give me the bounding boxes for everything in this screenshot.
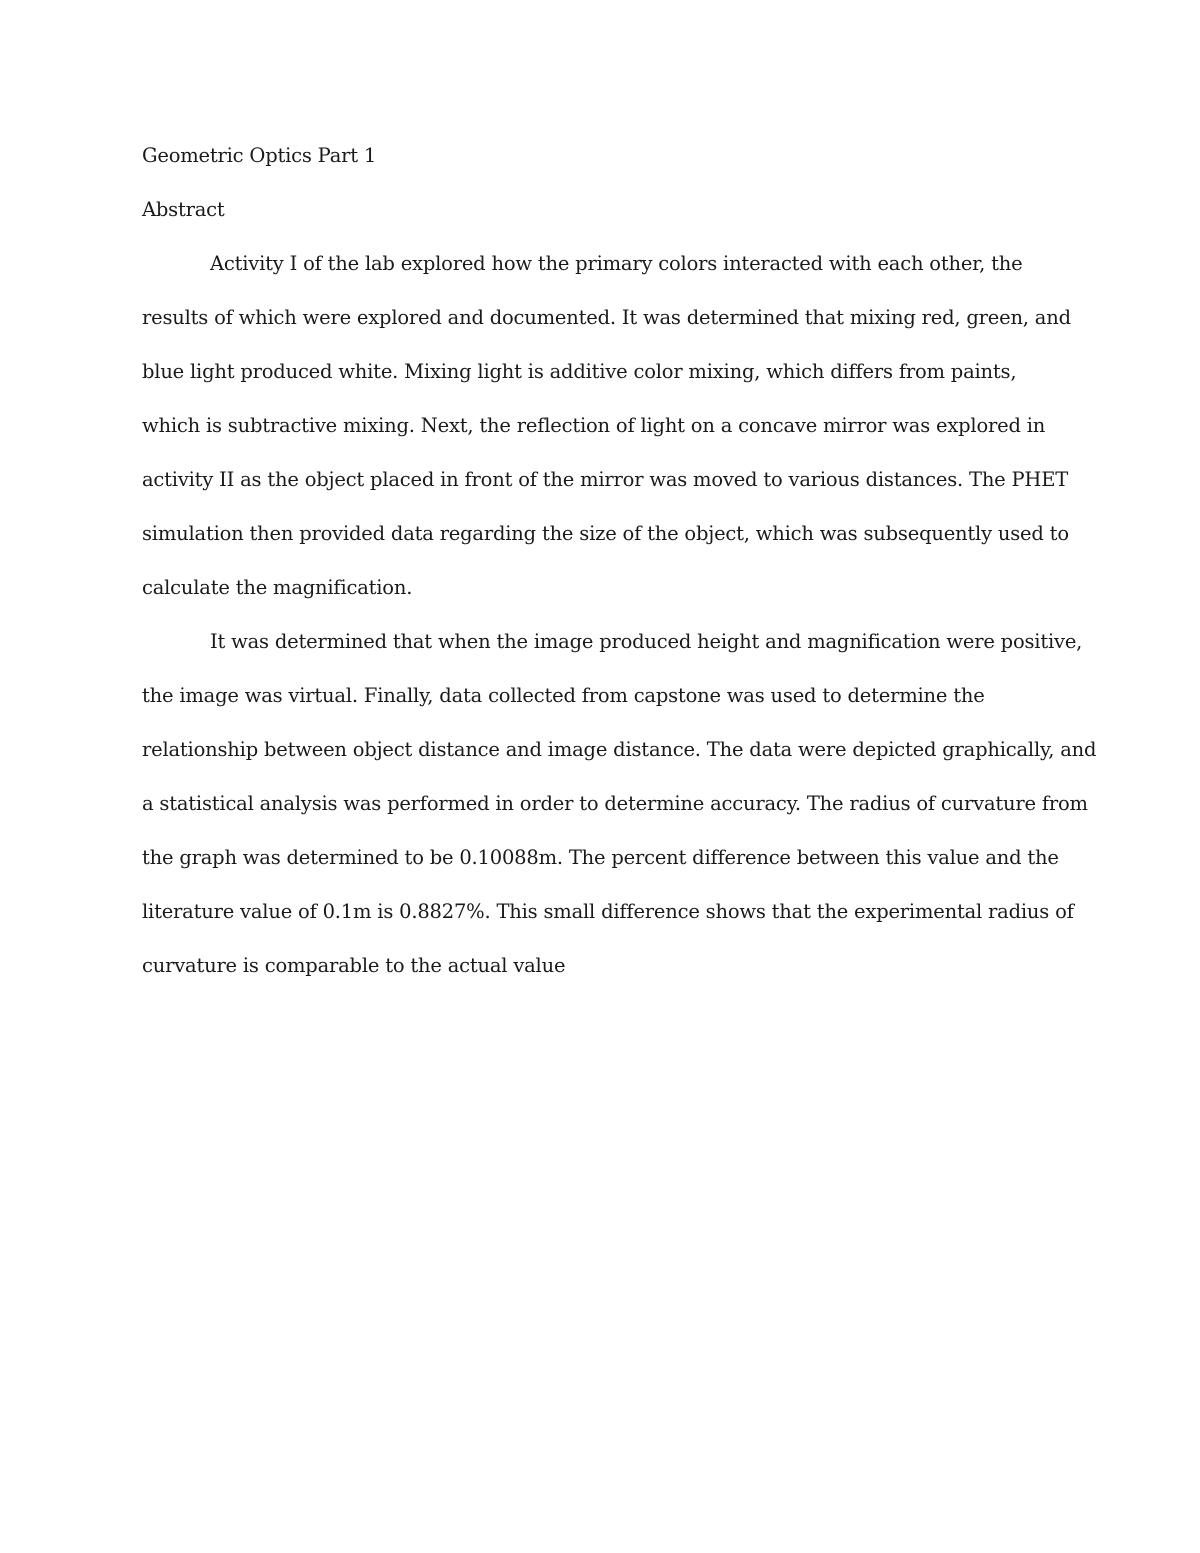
paragraph-line: a statistical analysis was performed in order to determine accuracy. The radius of curvature from (142, 792, 1088, 815)
paragraph-line: Activity I of the lab explored how the primary colors interacted with each other, the (210, 252, 1023, 275)
paragraph-line: relationship between object distance and image distance. The data were depicted graphically, and (142, 738, 1097, 761)
paragraph-line: literature value of 0.1m is 0.8827%. This small difference shows that the experimental radius of (142, 900, 1074, 923)
paragraph-line: curvature is comparable to the actual value (142, 954, 566, 977)
paragraph-line: simulation then provided data regarding the size of the object, which was subsequently used to (142, 522, 1069, 545)
paragraph-line: results of which were explored and documented. It was determined that mixing red, green, and (142, 306, 1071, 329)
paragraph-line: the image was virtual. Finally, data collected from capstone was used to determine the (142, 684, 985, 707)
section-heading: Abstract (142, 198, 225, 221)
paragraph-line: calculate the magnification. (142, 576, 413, 599)
paragraph-line: blue light produced white. Mixing light is additive color mixing, which differs from paints, (142, 360, 1017, 383)
document-title: Geometric Optics Part 1 (142, 144, 377, 167)
paragraph-line: which is subtractive mixing. Next, the reflection of light on a concave mirror was explored in (142, 414, 1046, 437)
paragraph-2 (142, 624, 1097, 1002)
paragraph-line: activity II as the object placed in front of the mirror was moved to various distances. The PHET (142, 468, 1069, 491)
paragraph-line: the graph was determined to be 0.10088m. The percent difference between this value and the (142, 846, 1059, 869)
document-body (142, 138, 1097, 1002)
paragraph-1 (142, 246, 1071, 624)
paragraph-line: It was determined that when the image produced height and magnification were positive, (210, 630, 1083, 653)
